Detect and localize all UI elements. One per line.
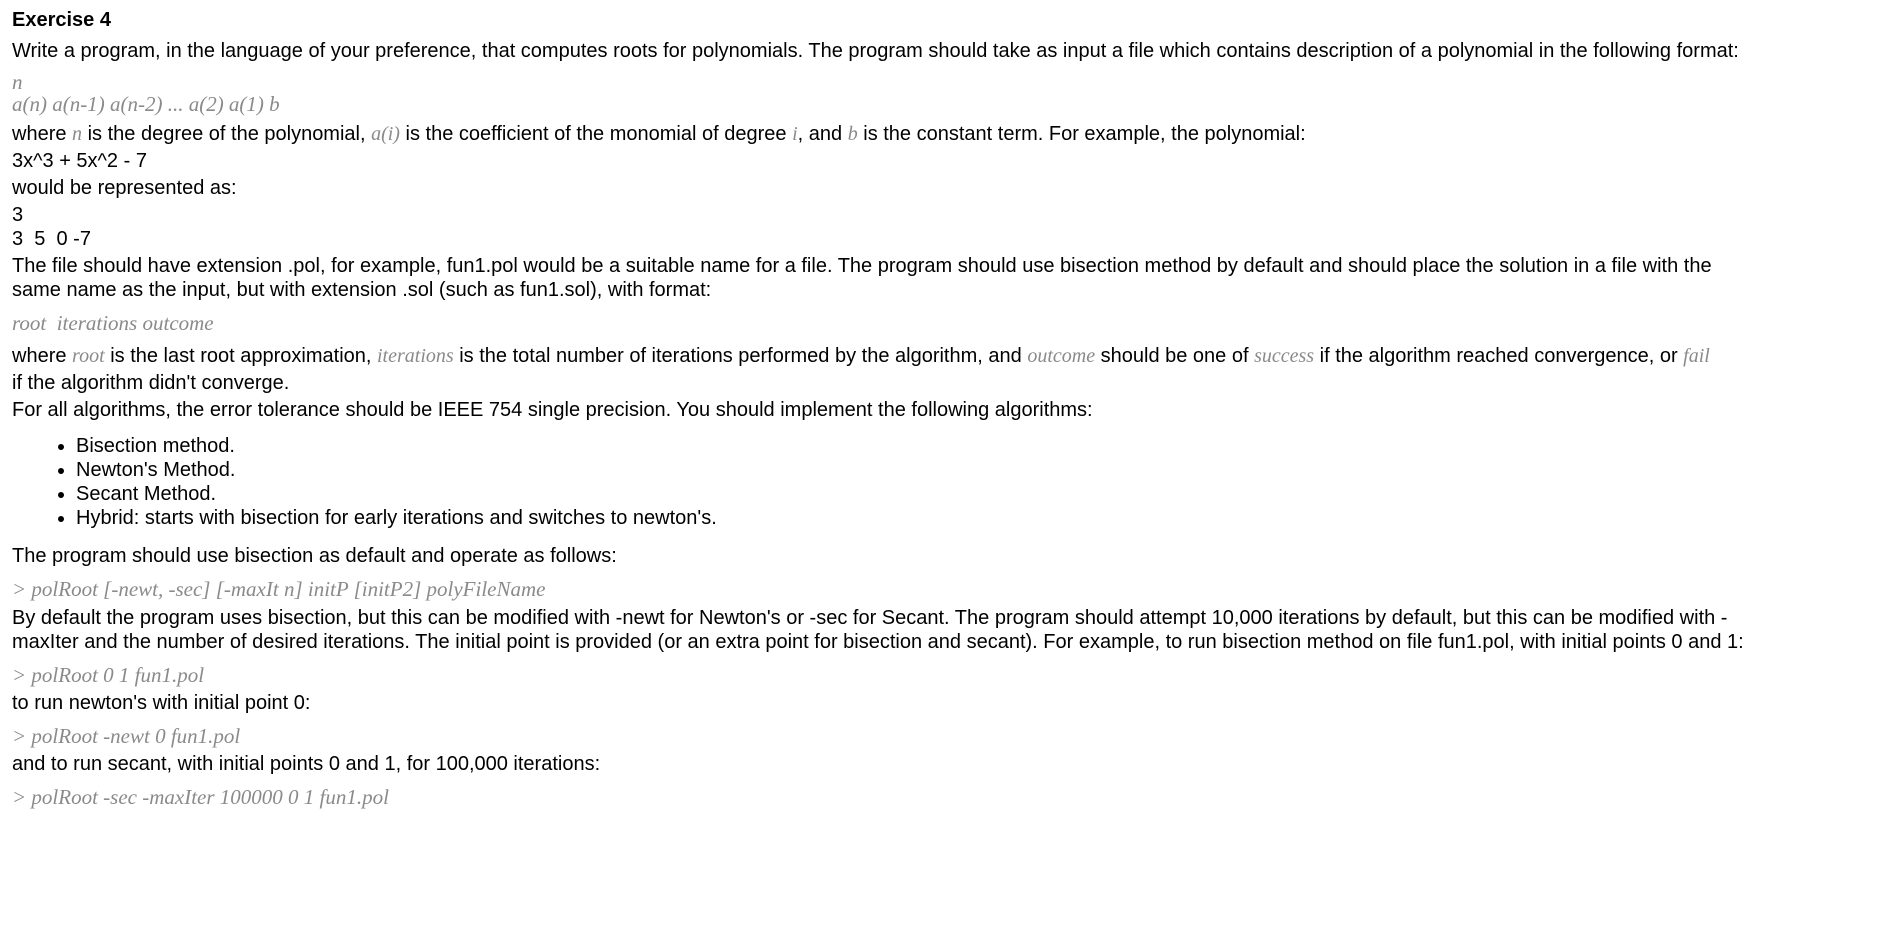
default-description-line-1: By default the program uses bisection, but this can be modified with -newt for Newton's or -sec for Secant. The program should attempt 10,000 iterations by default, but this can be modified with - — [12, 607, 1728, 629]
tolerance-paragraph: For all algorithms, the error tolerance should be IEEE 754 single precision. You should implement the following algorithms: — [12, 399, 1093, 421]
exercise-title: Exercise 4 — [12, 9, 111, 31]
algorithm-list — [12, 434, 1884, 530]
operate-paragraph: The program should use bisection as default and operate as follows: — [12, 545, 617, 567]
file-description — [12, 254, 1884, 302]
var-fail: fail — [1683, 345, 1710, 367]
text-span: where — [12, 345, 73, 367]
intro-paragraph: Write a program, in the language of your preference, that computes roots for polynomials. The program should take as input a file which contains description of a polynomial in the following format: — [12, 40, 1739, 62]
secant-example-command: > polRoot -sec -maxIter 100000 0 1 fun1.pol — [12, 785, 389, 809]
text-span: is the total number of iterations performed by the algorithm, and — [453, 345, 1028, 367]
format-line-coefficients: a(n) a(n-1) a(n-2) ... a(2) a(1) b — [12, 92, 280, 116]
bisection-example-command: > polRoot 0 1 fun1.pol — [12, 663, 205, 687]
newton-example-command: > polRoot -newt 0 fun1.pol — [12, 724, 241, 748]
var-i: i — [792, 123, 798, 145]
list-item: • Secant Method. — [76, 482, 1884, 506]
text-span: is the degree of the polynomial, — [82, 123, 372, 145]
text-span: is the last root approximation, — [104, 345, 377, 367]
list-item: • Bisection method. — [76, 434, 1884, 458]
list-item: • Hybrid: starts with bisection for early iterations and switches to newton's. — [76, 506, 1884, 530]
format-block — [12, 71, 1884, 115]
text-span: where — [12, 123, 73, 145]
secant-intro: and to run secant, with initial points 0 and 1, for 100,000 iterations: — [12, 753, 601, 775]
where-paragraph-2-continued: if the algorithm didn't converge. — [12, 372, 290, 394]
example-file-line-2: 3 5 0 -7 — [12, 228, 91, 250]
represented-label: would be represented as: — [12, 177, 237, 199]
file-description-line-2: same name as the input, but with extension .sol (such as fun1.sol), with format: — [12, 279, 712, 301]
example-polynomial: 3x^3 + 5x^2 - 7 — [12, 150, 147, 172]
list-item: • Newton's Method. — [76, 458, 1884, 482]
var-success: success — [1254, 345, 1315, 367]
newton-intro: to run newton's with initial point 0: — [12, 692, 311, 714]
var-b: b — [847, 123, 858, 145]
var-root: root — [72, 345, 105, 367]
var-iterations: iterations — [377, 345, 454, 367]
default-description-line-2: maxIter and the number of desired iterations. The initial point is provided (or an extra point for bisection and secant). For example, to run bisection method on file fun1.pol, with initial points 0 and 1: — [12, 631, 1744, 653]
where-paragraph-2 — [12, 344, 1884, 368]
example-file-block — [12, 203, 1884, 251]
format-line-degree: n — [12, 70, 23, 94]
text-span: should be one of — [1095, 345, 1255, 367]
text-span: is the constant term. For example, the polynomial: — [857, 123, 1306, 145]
example-file-line-1: 3 — [12, 204, 24, 226]
text-span: if the algorithm reached convergence, or — [1314, 345, 1684, 367]
where-paragraph-1 — [12, 122, 1884, 146]
solution-format: root iterations outcome — [12, 311, 214, 335]
usage-command: > polRoot [-newt, -sec] [-maxIt n] initP [initP2] polyFileName — [12, 577, 546, 601]
default-description — [12, 606, 1884, 654]
text-span: , and — [797, 123, 848, 145]
var-ai: a(i) — [371, 123, 400, 145]
file-description-line-1: The file should have extension .pol, for example, fun1.pol would be a suitable name for a file. The program should use bisection method by default and should place the solution in a file with the — [12, 255, 1712, 277]
var-n: n — [72, 123, 83, 145]
text-span: is the coefficient of the monomial of degree — [399, 123, 793, 145]
var-outcome: outcome — [1027, 345, 1096, 367]
